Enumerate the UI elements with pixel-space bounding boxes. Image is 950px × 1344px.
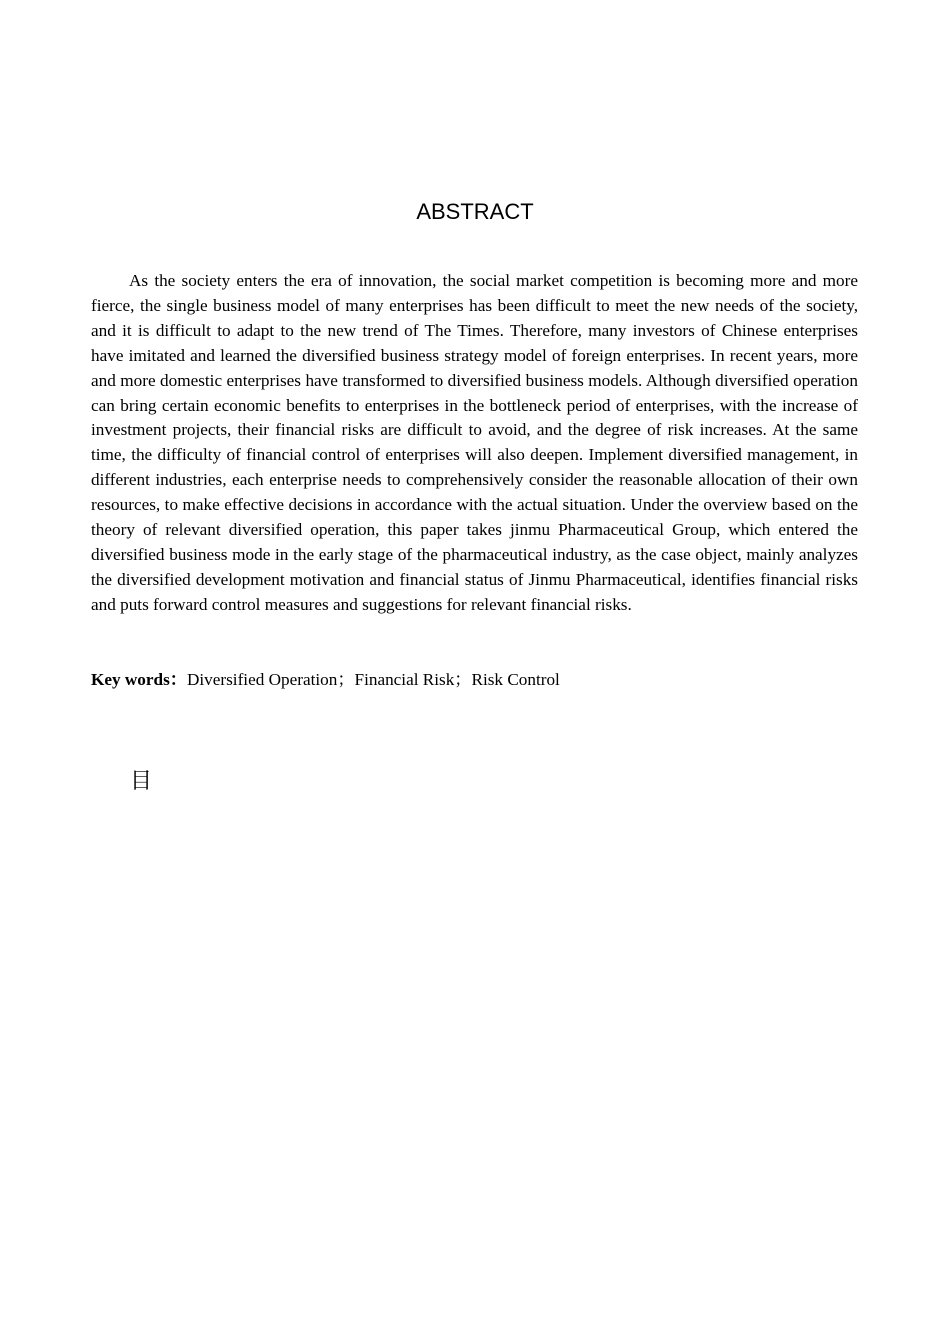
abstract-title: ABSTRACT — [416, 199, 534, 224]
keyword-item: Financial Risk — [354, 670, 455, 689]
keyword-separator: ； — [337, 670, 355, 689]
keyword-item: Diversified Operation — [186, 670, 338, 689]
contents-heading: 目 — [130, 769, 153, 794]
keyword-separator: ； — [454, 670, 472, 689]
keyword-item: Risk Control — [471, 670, 560, 689]
keywords-label: Key words： — [91, 670, 187, 689]
keywords-line — [91, 668, 858, 693]
abstract-body: As the society enters the era of innovation, the social market competition is becoming more and more fierce, the single business model of many enterprises has been difficult to meet the new needs of the society, and it is difficult to adapt to the new trend of The Times. Therefore, many investors of Chinese enterprises have imitated and learned the diversified business strategy model of foreign enterprises. In recent years, more and more domestic enterprises have transformed to diversified business models. Although diversified operation can bring certain economic benefits to enterprises in the bottleneck period of enterprises, with the increase of investment projects, their financial risks are difficult to avoid, and the degree of risk increases. At the same time, the difficulty of financial control of enterprises will also deepen. Implement diversified management, in different industries, each enterprise needs to comprehensively consider the reasonable allocation of their own resources, to make effective decisions in accordance with the actual situation. Under the overview based on the theory of relevant diversified operation, this paper takes jinmu Pharmaceutical Group, which entered the diversified business mode in the early stage of the pharmaceutical industry, as the case object, mainly analyzes the diversified development motivation and financial status of Jinmu Pharmaceutical, identifies financial risks and puts forward control measures and suggestions for relevant financial risks. — [91, 271, 858, 614]
